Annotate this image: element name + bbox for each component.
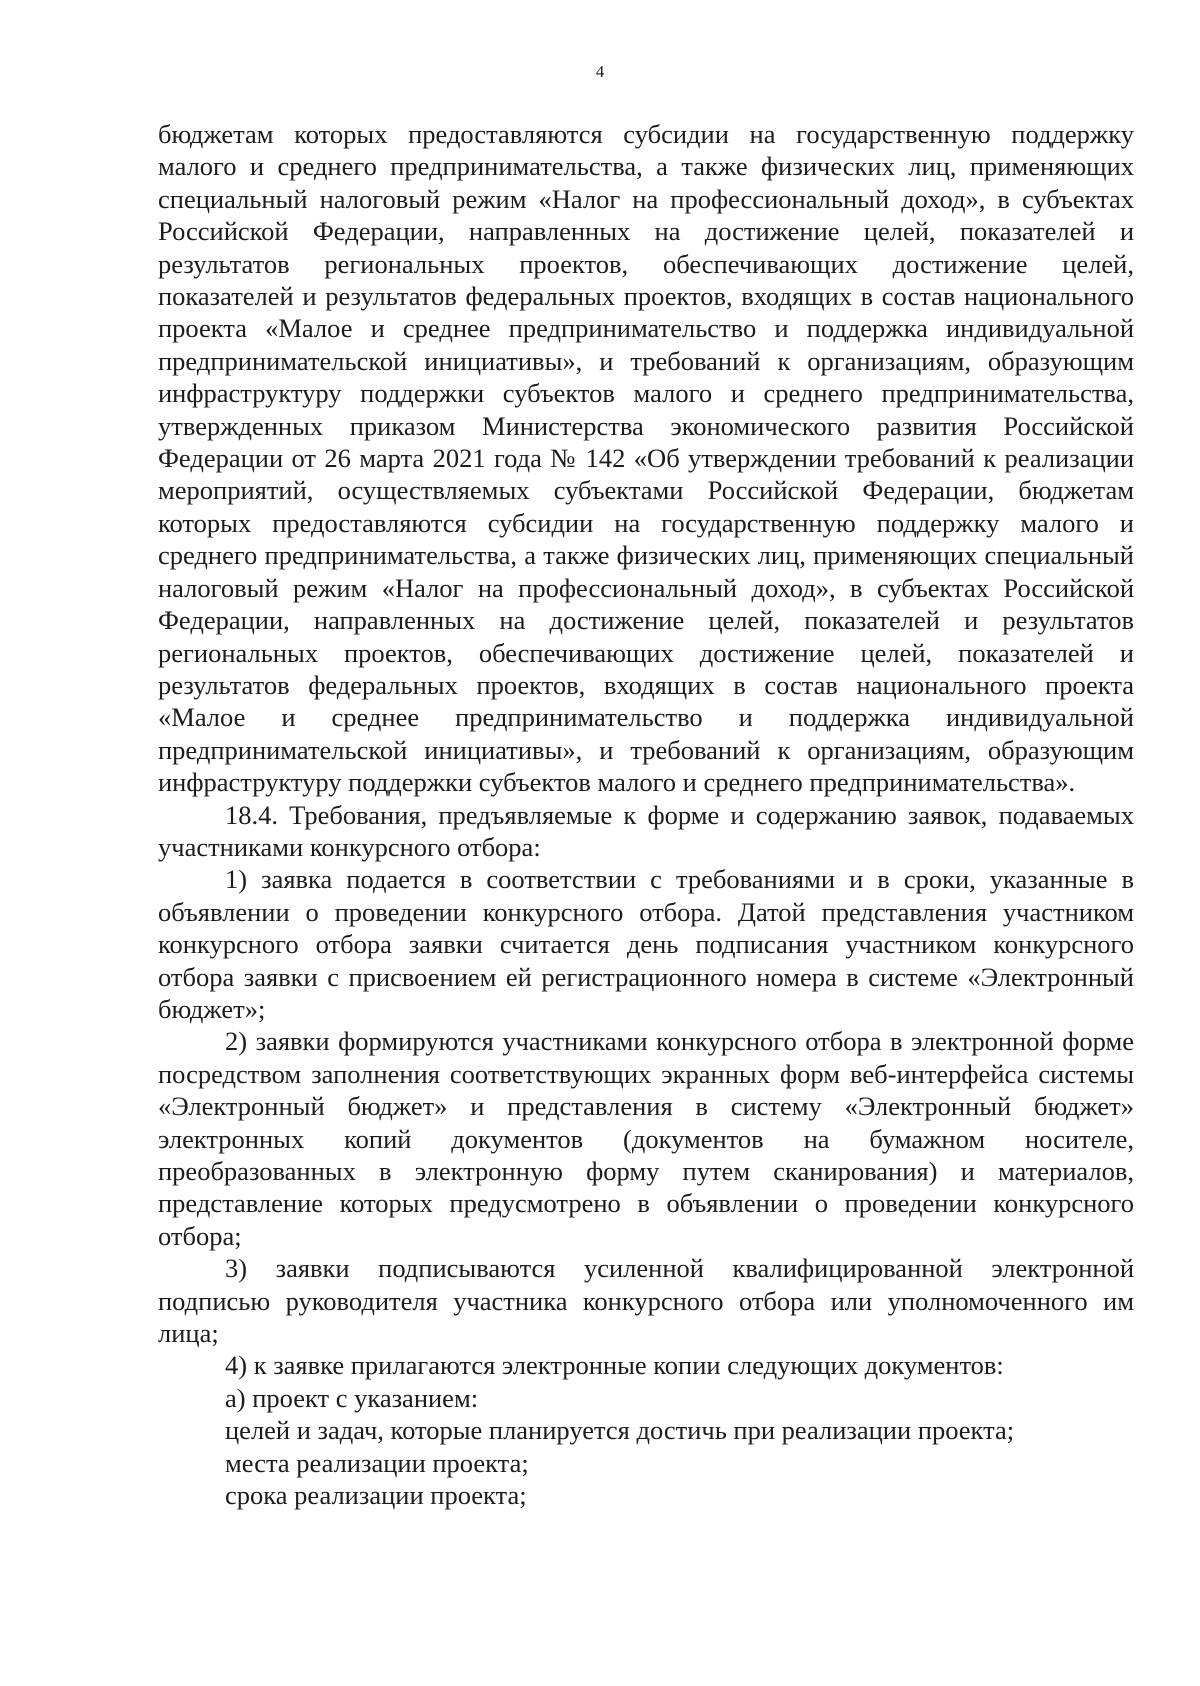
paragraph-item-1: 1) заявка подается в соответствии с требованиями и в сроки, указанные в объявлении о проведении конкурсного отбора. Датой представления участником конкурсного отбора заявки считается день подписания участником конкурсного отбора заявки с присвоением ей регистрационного номера в системе «Электронный бюджет»; xyxy=(158,864,1134,1024)
paragraph-term: срока реализации проекта; xyxy=(225,1480,527,1511)
paragraph-subitem-a: а) проект с указанием: xyxy=(225,1382,479,1413)
paragraph-goals: целей и задач, которые планируется достичь при реализации проекта; xyxy=(225,1415,1015,1446)
paragraph-location: места реализации проекта; xyxy=(225,1447,529,1478)
page-number: 4 xyxy=(595,62,605,81)
paragraph-continuation: бюджетам которых предоставляются субсидии на государственную поддержку малого и среднего предпринимательства, а также физических лиц, применяющих специальный налоговый режим «Налог на профессиональный доход», в субъектах Российской Федерации, направленных на достижение целей, показателей и результатов региональных проектов, обеспечивающих достижение целей, показателей и результатов федеральных проектов, входящих в состав национального проекта «Малое и среднее предпринимательство и поддержка индивидуальной предпринимательской инициативы», и требований к организациям, образующим инфраструктуру поддержки субъектов малого и среднего предпринимательства, утвержденных приказом Министерства экономического развития Российской Федерации от 26 марта 2021 года № 142 «Об утверждении требований к реализации мероприятий, осуществляемых субъектами Российской Федерации, бюджетам которых предоставляются субсидии на государственную поддержку малого и среднего предпринимательства, а также физических лиц, применяющих специальный налоговый режим «Налог на профессиональный доход», в субъектах Российской Федерации, направленных на достижение целей, показателей и результатов региональных проектов, обеспечивающих достижение целей, показателей и результатов федеральных проектов, входящих в состав национального проекта «Малое и среднее предпринимательство и поддержка индивидуальной предпринимательской инициативы», и требований к организациям, образующим инфраструктуру поддержки субъектов малого и среднего предпринимательства». xyxy=(158,119,1134,798)
paragraph-item-4: 4) к заявке прилагаются электронные копии следующих документов: xyxy=(225,1350,1004,1381)
paragraph-item-3: 3) заявки подписываются усиленной квалифицированной электронной подписью руководителя участника конкурсного отбора или уполномоченного им лица; xyxy=(158,1253,1134,1349)
paragraph-18-4: 18.4. Требования, предъявляемые к форме и содержанию заявок, подаваемых участниками конкурсного отбора: xyxy=(158,799,1134,862)
paragraph-item-2: 2) заявки формируются участниками конкурсного отбора в электронной форме посредством заполнения соответствующих экранных форм веб-интерфейса системы «Электронный бюджет» и представления в систему «Электронный бюджет» электронных копий документов (документов на бумажном носителе, преобразованных в электронную форму путем сканирования) и материалов, представление которых предусмотрено в объявлении о проведении конкурсного отбора; xyxy=(158,1026,1134,1251)
document-body xyxy=(158,118,1134,1511)
